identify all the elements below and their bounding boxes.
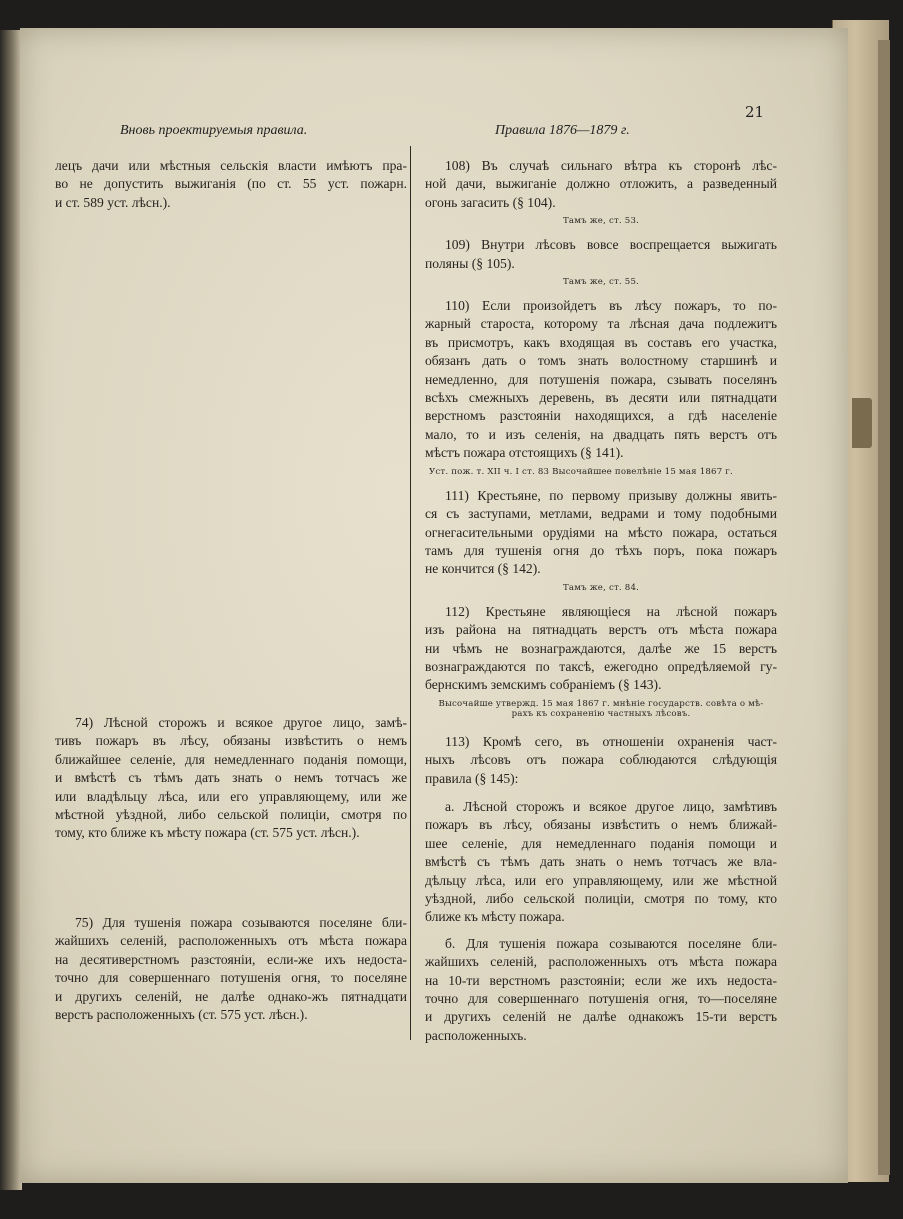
- bookmark-tab: [852, 398, 872, 448]
- text-line: бернскимъ земскимъ собраніемъ (§ 143).: [425, 677, 662, 693]
- text-line: ни чѣмъ не вознаграждаются, далѣе же 15 верстъ: [425, 640, 777, 656]
- text-line: 113) Кромѣ сего, въ отношеніи охраненія част-: [445, 733, 777, 749]
- text-line: верстъ расположенныхъ (ст. 575 уст. лѣсн.).: [55, 1007, 308, 1023]
- text-line: 110) Если произойдетъ въ лѣсу пожаръ, то по-: [445, 298, 777, 314]
- text-line: обязанъ дать о томъ знать волостному старшинѣ и: [425, 353, 777, 369]
- text-line: на десятиверстномъ разстояніи, если-же ихъ недоста-: [55, 951, 407, 967]
- article-111-text: [425, 487, 777, 579]
- text-line: 75) Для тушенія пожара созываются поселяне бли-: [75, 915, 407, 930]
- text-line: верстномъ разстояніи находящихся, а гдѣ населеніе: [425, 408, 777, 424]
- article-108-text: [425, 157, 777, 212]
- source-note-108: Тамъ же, ст. 53.: [562, 216, 640, 227]
- text-line: огнегасительными орудіями на мѣсто пожара, остаться: [425, 524, 777, 540]
- text-line: ближе къ мѣсту пожара.: [425, 909, 565, 925]
- text-line: въ присмотръ, какъ входящая въ составъ его участка,: [425, 334, 777, 350]
- article-74-text: [55, 714, 407, 843]
- text-line: не кончится (§ 142).: [425, 561, 541, 577]
- source-note-109: Тамъ же, ст. 55.: [562, 277, 640, 288]
- left-article-75: [55, 914, 407, 1024]
- text-line: во не допустить выжиганія (по ст. 55 уст. пожарн.: [55, 176, 407, 192]
- text-line: огонь загасить (§ 104).: [425, 194, 556, 210]
- text-line: тамъ для тушенія огня до тѣхъ поръ, пока пожаръ: [425, 542, 777, 558]
- paragraph-lines: [55, 157, 407, 212]
- source-note-112: [425, 699, 777, 719]
- left-article-74: [55, 714, 407, 843]
- text-line: расположенныхъ.: [425, 1027, 527, 1043]
- article-109-text: [425, 236, 777, 273]
- text-line: вмѣстѣ съ тѣмъ дать знать о немъ тотчасъ же вла-: [425, 854, 777, 870]
- text-line: б. Для тушенія пожара созываются поселяне бли-: [445, 935, 777, 951]
- text-line: 108) Въ случаѣ сильнаго вѣтра къ сторонѣ лѣс-: [445, 158, 777, 173]
- source-note-110: Уст. пож. т. XII ч. I ст. 83 Высочайшее повелѣніе 15 мая 1867 г.: [429, 466, 733, 477]
- text-line: и вмѣстѣ съ тѣмъ дать знать о немъ тотчасъ же: [55, 770, 407, 786]
- text-line: жайшихъ селеній, расположенныхъ отъ мѣста пожара: [425, 954, 777, 970]
- text-line: ся съ заступами, метлами, ведрами и тому подобными: [425, 506, 777, 522]
- book-spine-left: [0, 30, 22, 1190]
- text-line: точно для совершеннаго потушенія огня, то—поселяне: [425, 991, 777, 1007]
- text-line: и другихъ селеній не далѣе однакожъ 15-ти верстъ: [425, 1009, 777, 1025]
- text-line: жайшихъ селеній, расположенныхъ отъ мѣста пожара: [55, 933, 407, 949]
- article-113b-text: [425, 935, 777, 1045]
- text-line: лецъ дачи или мѣстныя сельскія власти имѣютъ пра-: [55, 158, 407, 173]
- text-line: мѣстъ пожара отстоящихъ (§ 141).: [425, 445, 624, 461]
- page-number: 21: [745, 103, 765, 121]
- text-line: и другихъ селеній, не далѣе однако-жъ пятнадцати: [55, 988, 407, 1004]
- left-paragraph-continuation: [55, 157, 407, 212]
- text-line: и ст. 589 уст. лѣсн.).: [55, 194, 171, 210]
- article-110-text: [425, 297, 777, 463]
- text-line: поляны (§ 105).: [425, 255, 515, 271]
- text-line: точно для совершеннаго потушенія огня, то поселяне: [55, 970, 407, 986]
- text-line: тому, кто ближе къ мѣсту пожара (ст. 575 уст. лѣсн.).: [55, 825, 360, 841]
- text-line: изъ района на пятнадцать верстъ отъ мѣста пожара: [425, 622, 777, 638]
- left-column-header: Вновь проектируемыя правила.: [120, 123, 308, 138]
- text-line: жарный староста, которому та лѣсная дача подлежитъ: [425, 316, 777, 332]
- text-line: правила (§ 145):: [425, 770, 519, 786]
- text-line: шее селеніе, для немедленнаго поданія помощи и: [425, 835, 777, 851]
- article-113a-text: [425, 798, 777, 927]
- text-line: мало, то и изъ селенія, на двадцать пять верстъ отъ: [425, 426, 777, 442]
- source-note-112-line-2: рахъ къ сохраненію частныхъ лѣсовъ.: [511, 708, 691, 719]
- article-112-text: [425, 603, 777, 695]
- cover-edge: [878, 40, 890, 1175]
- text-line: немедленно, для потушенія пожара, сзывать поселянъ: [425, 371, 777, 387]
- text-line: ной дачи, выжиганіе должно отложить, а разведенный: [425, 176, 777, 192]
- text-line: тивъ пожаръ въ лѣсу, обязаны извѣстить о немъ: [55, 733, 407, 749]
- right-column-header: Правила 1876—1879 г.: [495, 123, 630, 138]
- text-line: уѣздной, либо сельской полиціи, смотря по тому, кто: [425, 891, 777, 906]
- text-line: а. Лѣсной сторожъ и всякое другое лицо, замѣтивъ: [445, 798, 777, 814]
- text-line: 74) Лѣсной сторожъ и всякое другое лицо, замѣ-: [75, 715, 407, 730]
- text-line: дѣльцу лѣса, или его управляющему, или же мѣстной: [425, 872, 777, 888]
- text-line: на 10-ти верстномъ разстояніи; если же ихъ недоста-: [425, 972, 777, 988]
- text-line: всѣхъ смежныхъ деревень, въ десяти или пятнадцати: [425, 390, 777, 406]
- source-note-111: Тамъ же, ст. 84.: [562, 582, 640, 593]
- right-column-body: [425, 157, 777, 1045]
- text-line: пожаръ въ лѣсу, обязаны извѣстить о немъ ближай-: [425, 817, 777, 833]
- text-line: или владѣльцу лѣса, или его управляющему, или же: [55, 788, 407, 804]
- text-line: вознаграждаются по таксѣ, ежегодно опредѣляемой гу-: [425, 658, 777, 674]
- text-line: 109) Внутри лѣсовъ вовсе воспрещается выжигать: [445, 237, 777, 253]
- text-line: ныхъ лѣсовъ отъ пожара соблюдаются слѣдующія: [425, 752, 777, 768]
- source-note-112-line-1: Высочайше утвержд. 15 мая 1867 г. мнѣніе государств. совѣта о мѣ-: [438, 698, 764, 709]
- column-divider: [410, 146, 411, 1040]
- text-line: 111) Крестьяне, по первому призыву должны явить-: [445, 487, 777, 503]
- text-line: мѣстной уѣздной, либо сельской полиціи, смотря по: [55, 807, 407, 823]
- article-75-text: [55, 914, 407, 1024]
- text-line: ближайшее селеніе, для немедленнаго поданія помощи,: [55, 751, 407, 767]
- article-113-text: [425, 733, 777, 788]
- text-line: 112) Крестьяне являющіеся на лѣсной пожаръ: [445, 603, 777, 619]
